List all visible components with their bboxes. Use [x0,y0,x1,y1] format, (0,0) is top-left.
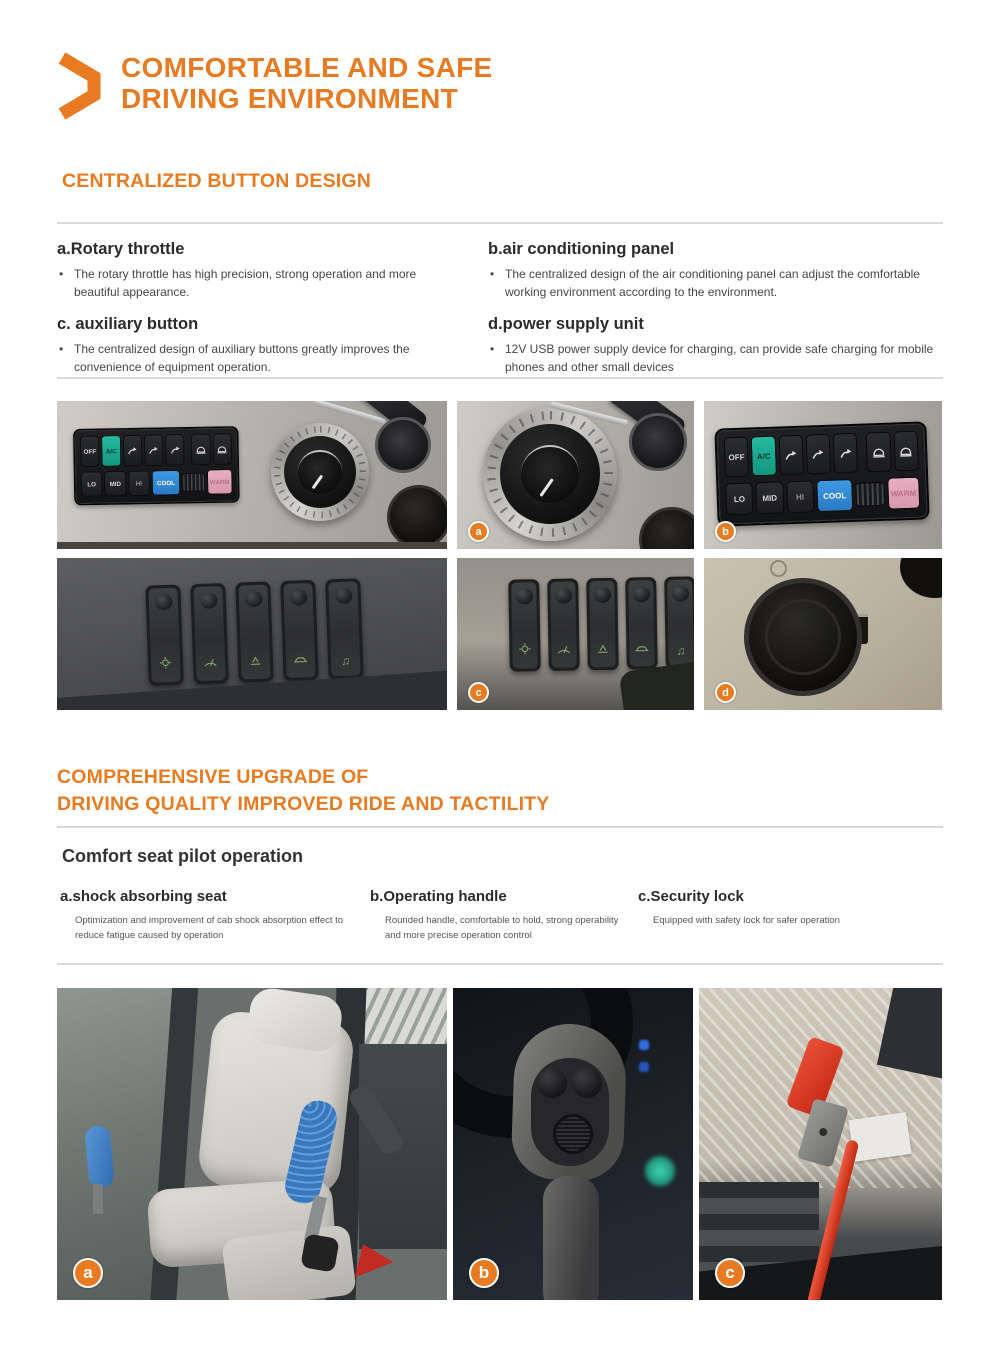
socket-cover-ring [765,599,841,675]
defrost-icon [212,433,231,465]
beacon-icon [283,651,319,669]
console-overview-photo [57,401,447,549]
feature-operating-handle [370,888,638,943]
vent-icon [778,435,804,476]
handle-thumb-wheel [553,1114,593,1154]
divider [57,963,943,965]
badge-a: a [73,1258,103,1288]
page-header [55,52,493,120]
feature-air-conditioning-panel [488,232,943,301]
beacon-switch [625,577,658,670]
warm-key: WARM [887,477,920,510]
feature-auxiliary-button [57,307,452,376]
power-socket [387,485,447,549]
feature-rotary-throttle [57,232,452,301]
fan-mid-key: MID [104,471,126,496]
handle-faceplate [531,1058,609,1166]
beacon-icon [626,640,657,658]
vent-icon [165,434,184,466]
right-window [359,1044,447,1249]
ceiling [355,988,447,1046]
music-note-icon: ♫ [340,653,351,668]
joystick-boot [300,1233,339,1272]
washer-icon [238,652,274,670]
handle-button [537,1068,567,1098]
vent-icon [833,433,859,474]
fan-lo-key: LO [725,482,753,515]
cab-seat-photo [57,988,447,1300]
light-icon [509,642,540,660]
switch-row-graphic [508,576,694,671]
section-comfort-heading-line2: DRIVING QUALITY IMPROVED RIDE AND TACTILITY [57,793,550,815]
comfort-features [60,888,940,943]
feature-title: b.Operating handle [370,888,507,905]
warm-key: WARM [207,469,233,494]
page-title-line1: COMFORTABLE AND SAFE [121,52,493,83]
wiper-icon [548,641,579,659]
rotary-throttle-graphic [483,407,617,541]
vent-icon [805,434,831,475]
rotary-throttle-photo [457,401,694,549]
panel-hole [900,558,942,598]
cool-key: COOL [816,479,853,512]
defrost-icon [866,432,892,473]
feature-desc: • The rotary throttle has high precision, strong operation and more beautiful appearance. [57,265,452,301]
section-buttons-heading: CENTRALIZED BUTTON DESIGN [62,170,372,192]
feature-shock-absorbing-seat [60,888,370,943]
feature-title: d.power supply unit [488,315,644,333]
audio-switch [325,578,363,679]
comfort-subheading: Comfort seat pilot operation [62,846,304,866]
bracket-hole [818,1127,828,1137]
fan-lo-key: LO [81,471,103,496]
ac-panel-graphic [714,421,929,526]
socket-cover [744,578,862,696]
switch-row-graphic [145,578,363,685]
feature-desc: • The centralized design of auxiliary buttons greatly improves the convenience of equipment operation. [57,340,452,376]
divider [57,377,943,379]
power-socket-photo [704,558,942,710]
wiper-icon [193,654,229,672]
left-joystick [84,1125,114,1189]
button-photo-grid [57,401,942,710]
beacon-switch [280,580,318,681]
teal-indicator [645,1156,675,1186]
music-note-icon: ♫ [676,643,686,658]
feature-desc: Equipped with safety lock for safer operation [653,915,840,926]
red-tag [355,1244,395,1283]
ac-panel-photo [704,401,942,549]
section-comfort-heading [57,764,550,818]
divider [57,826,943,828]
washer-icon [587,641,618,659]
washer-switch [235,581,273,682]
blue-led [639,1040,649,1050]
ignition-barrel [375,417,431,473]
power-socket [639,507,694,549]
operating-handle-photo [453,988,693,1300]
ignition-barrel [629,413,687,471]
badge-d: d [715,682,736,703]
fan-mid-key: MID [756,481,784,514]
auxiliary-switches-photo [57,558,447,710]
feature-title: a.Rotary throttle [57,240,185,258]
wiper-switch [190,583,228,684]
temp-gauge [182,473,205,492]
fan-hi-key: HI [128,471,150,496]
ac-off-key: OFF [724,437,750,478]
feature-desc: • 12V USB power supply device for charging, can provide safe charging for mobile phones and other small devices [488,340,943,376]
page-title [121,52,493,114]
feature-desc: • The centralized design of the air conditioning panel can adjust the comfortable working environment according to the environment. [488,265,943,301]
temp-gauge [855,482,884,507]
work-light-switch [145,585,183,686]
button-features [57,232,943,376]
feature-desc: Rounded handle, comfortable to hold, strong operability and more precise operation control [385,915,619,941]
defrost-icon [893,431,919,472]
feature-title: a.shock absorbing seat [60,888,227,905]
defrost-icon [191,434,210,466]
badge-b: b [469,1258,499,1288]
badge-b: b [715,521,736,542]
security-lock-photo [699,988,942,1300]
auxiliary-switches-closeup-photo [457,558,694,710]
ac-key: A/C [101,435,120,467]
badge-a: a [468,521,489,542]
vent-icon [144,434,163,466]
handle-button [572,1068,602,1098]
audio-switch [664,576,694,669]
section-comfort-heading-line1: COMPREHENSIVE UPGRADE OF [57,766,369,788]
feature-title: c.Security lock [638,888,744,905]
ac-panel-graphic [73,426,240,505]
left-joystick-stem [93,1184,103,1214]
ac-off-key: OFF [80,436,99,468]
feature-desc: Optimization and improvement of cab shock absorption effect to reduce fatigue caused by operation [75,915,344,941]
badge-c: c [468,682,489,703]
console-edge [57,542,447,549]
feature-title: b.air conditioning panel [488,240,675,258]
label-sticker [848,1112,911,1162]
washer-switch [586,578,619,671]
feature-security-lock [638,888,940,943]
comfort-photo-grid [57,988,942,1300]
chevron-icon [55,52,101,120]
page-title-line2: DRIVING ENVIRONMENT [121,83,459,114]
badge-c: c [715,1258,745,1288]
feature-power-supply-unit [488,307,943,376]
light-icon [148,656,184,674]
feature-title: c. auxiliary button [57,315,199,333]
cool-key: COOL [152,470,181,495]
handle-neck [543,1176,599,1300]
fan-hi-key: HI [786,480,814,513]
wiper-switch [547,578,580,671]
work-light-switch [508,579,541,672]
ac-key: A/C [751,436,777,477]
divider [57,222,943,224]
rotary-throttle-graphic [271,423,369,521]
screw [770,560,787,577]
vent-icon [123,435,142,467]
